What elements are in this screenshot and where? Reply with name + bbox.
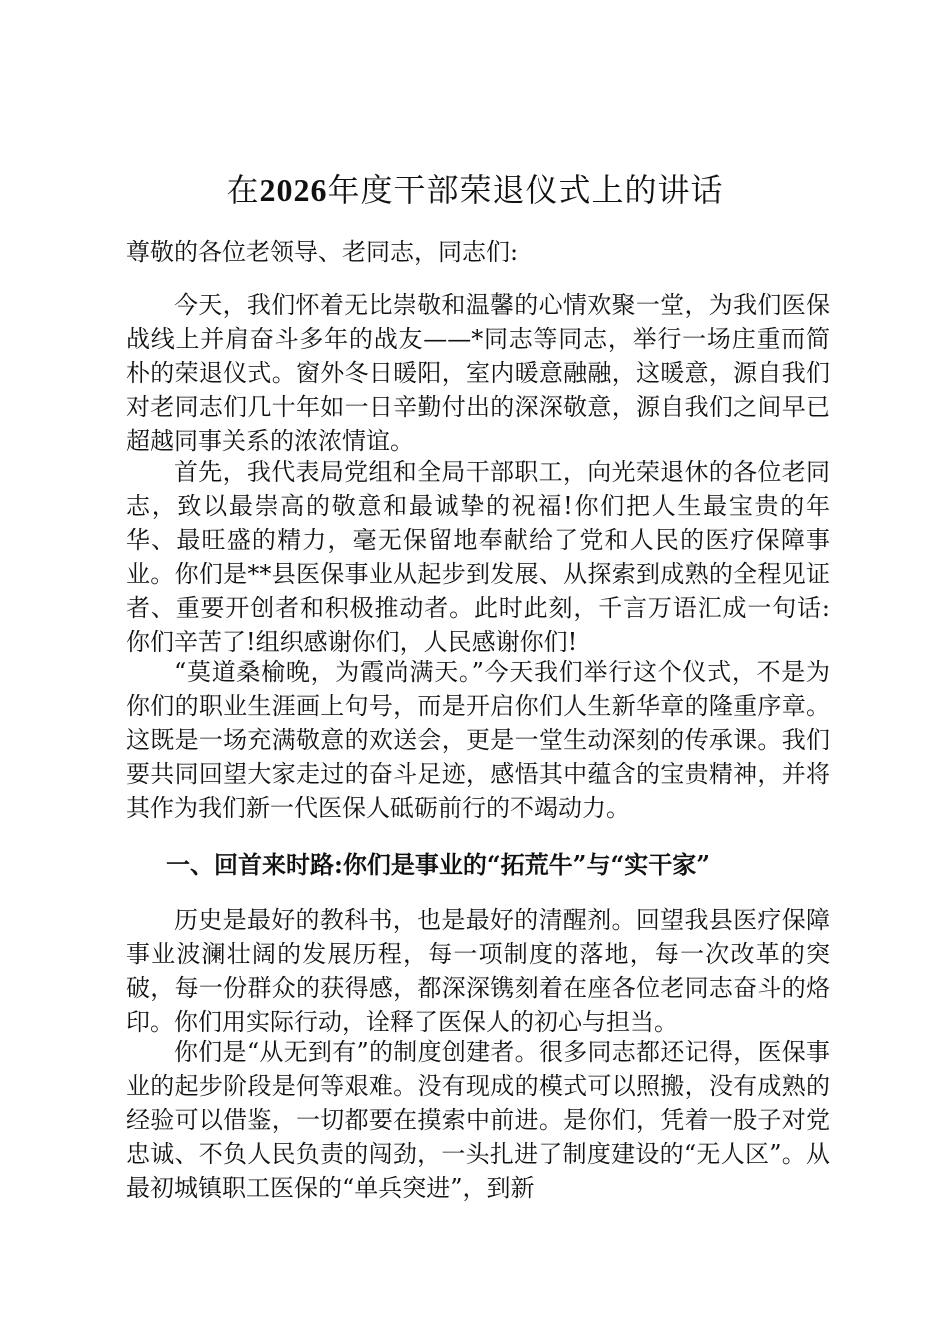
paragraph-history: 历史是最好的教科书，也是最好的清醒剂。回望我县医疗保障事业波澜壮阔的发展历程，每一项制度的落地，每一次改革的突破，每一份群众的获得感，都深深镌刻着在座各位老同志奋斗的烙印。你们用实际行动，诠释了医保人的初心与担当。: [126, 906, 830, 1036]
paragraph-opening: 今天，我们怀着无比崇敬和温馨的心情欢聚一堂，为我们医保战线上并肩奋斗多年的战友——*同志等同志，举行一场庄重而简朴的荣退仪式。窗外冬日暖阳，室内暖意融融，这暖意，源自我们对老同志们几十年如一日辛勤付出的深深敬意，源自我们之间早已超越同事关系的浓浓情谊。: [126, 291, 830, 455]
paragraph-quote: “莫道桑榆晚，为霞尚满天。”今天我们举行这个仪式，不是为你们的职业生涯画上句号，而是开启你们人生新华章的隆重序章。这既是一场充满敬意的欢送会，更是一堂生动深刻的传承课。我们要共同回望大家走过的奋斗足迹，感悟其中蕴含的宝贵精神，并将其作为我们新一代医保人砥砺前行的不竭动力。: [126, 658, 830, 822]
section-heading: 一、回首来时路:你们是事业的“拓荒牛”与“实干家”: [166, 850, 711, 879]
salutation: 尊敬的各位老领导、老同志，同志们:: [126, 238, 519, 266]
document-title: [0, 168, 950, 212]
title-prefix: 在: [226, 171, 260, 209]
paragraph-system-builders: 你们是“从无到有”的制度创建者。很多同志都还记得，医保事业的起步阶段是何等艰难。没有现成的模式可以照搬，没有成熟的经验可以借鉴，一切都要在摸索中前进。是你们，凭着一股子对党忠诚、不负人民负责的闯劲，一头扎进了制度建设的“无人区”。从最初城镇职工医保的“单兵突进”，到新: [126, 1038, 830, 1202]
paragraph-gratitude: 首先，我代表局党组和全局干部职工，向光荣退休的各位老同志，致以最崇高的敬意和最诚挚的祝福!你们把人生最宝贵的年华、最旺盛的精力，毫无保留地奉献给了党和人民的医疗保障事业。你们是**县医保事业从起步到发展、从探索到成熟的全程见证者、重要开创者和积极推动者。此时此刻，千言万语汇成一句话:你们辛苦了!组织感谢你们，人民感谢你们!: [126, 458, 830, 656]
title-year: 2026: [259, 172, 328, 208]
title-suffix: 年度干部荣退仪式上的讲话: [327, 171, 724, 209]
